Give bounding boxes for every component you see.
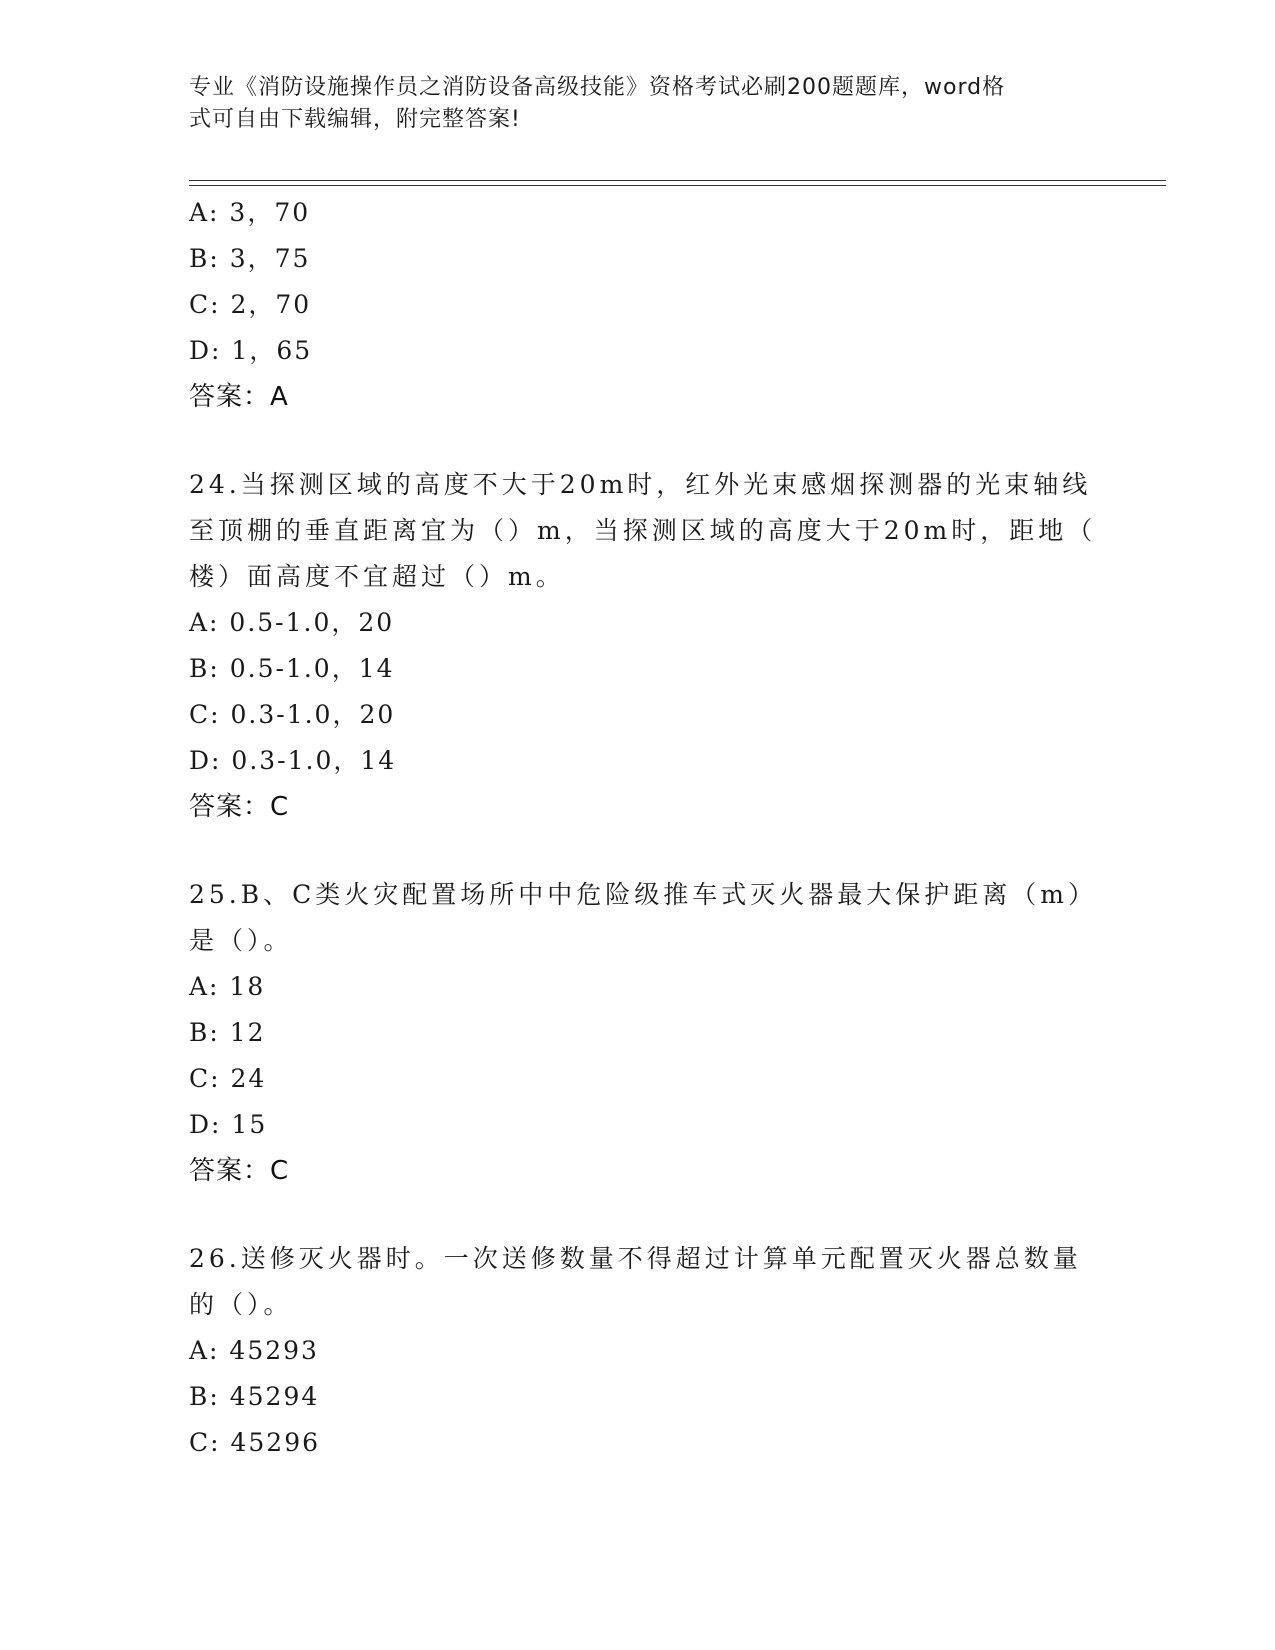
option-a: A: 18 [189, 972, 266, 1001]
option-a: A: 45293 [189, 1336, 319, 1365]
option-b: B: 0.5-1.0，14 [189, 654, 395, 683]
option-c: C: 24 [189, 1064, 267, 1093]
spacer [189, 420, 1089, 462]
question-text-line: 的（）。 [189, 1290, 293, 1319]
question-23 [189, 190, 1089, 420]
question-text-line: 楼）面高度不宜超过（）m。 [189, 562, 565, 591]
question-25 [189, 872, 1097, 1194]
option-d: D: 15 [189, 1110, 268, 1139]
question-list [189, 190, 1097, 1466]
option-c: C: 0.3-1.0，20 [189, 700, 396, 729]
question-26 [189, 1236, 1089, 1466]
document-header [189, 72, 1089, 136]
option-c: C: 2，70 [189, 290, 312, 319]
header-divider-top [189, 180, 1166, 181]
option-a: A: 0.5-1.0，20 [189, 608, 395, 637]
option-b: B: 12 [189, 1018, 266, 1047]
answer: 答案：A [189, 382, 289, 412]
question-24 [189, 462, 1097, 830]
option-d: D: 1，65 [189, 336, 313, 365]
spacer [189, 830, 1089, 872]
spacer [189, 1194, 1089, 1236]
question-text-line: 24.当探测区域的高度不大于20m时，红外光束感烟探测器的光束轴线 [189, 470, 1092, 499]
answer: 答案：C [189, 1156, 290, 1186]
option-a: A: 3，70 [189, 198, 311, 227]
question-text-line: 25.B、C类火灾配置场所中中危险级推车式灭火器最大保护距离（m） [189, 880, 1097, 909]
option-b: B: 45294 [189, 1382, 320, 1411]
question-text-line: 是（）。 [189, 926, 293, 955]
option-d: D: 0.3-1.0，14 [189, 746, 397, 775]
answer: 答案：C [189, 792, 290, 822]
header-line-1: 专业《消防设施操作员之消防设备高级技能》资格考试必刷200题题库，word格 [189, 75, 1006, 100]
header-divider-bottom [189, 185, 1166, 186]
option-b: B: 3，75 [189, 244, 311, 273]
question-text-line: 至顶棚的垂直距离宜为（）m，当探测区域的高度大于20m时，距地（ [189, 516, 1097, 545]
header-line-2: 式可自由下载编辑，附完整答案! [189, 107, 521, 132]
option-c: C: 45296 [189, 1428, 321, 1457]
question-text-line: 26.送修灭火器时。一次送修数量不得超过计算单元配置灭火器总数量 [189, 1244, 1082, 1273]
